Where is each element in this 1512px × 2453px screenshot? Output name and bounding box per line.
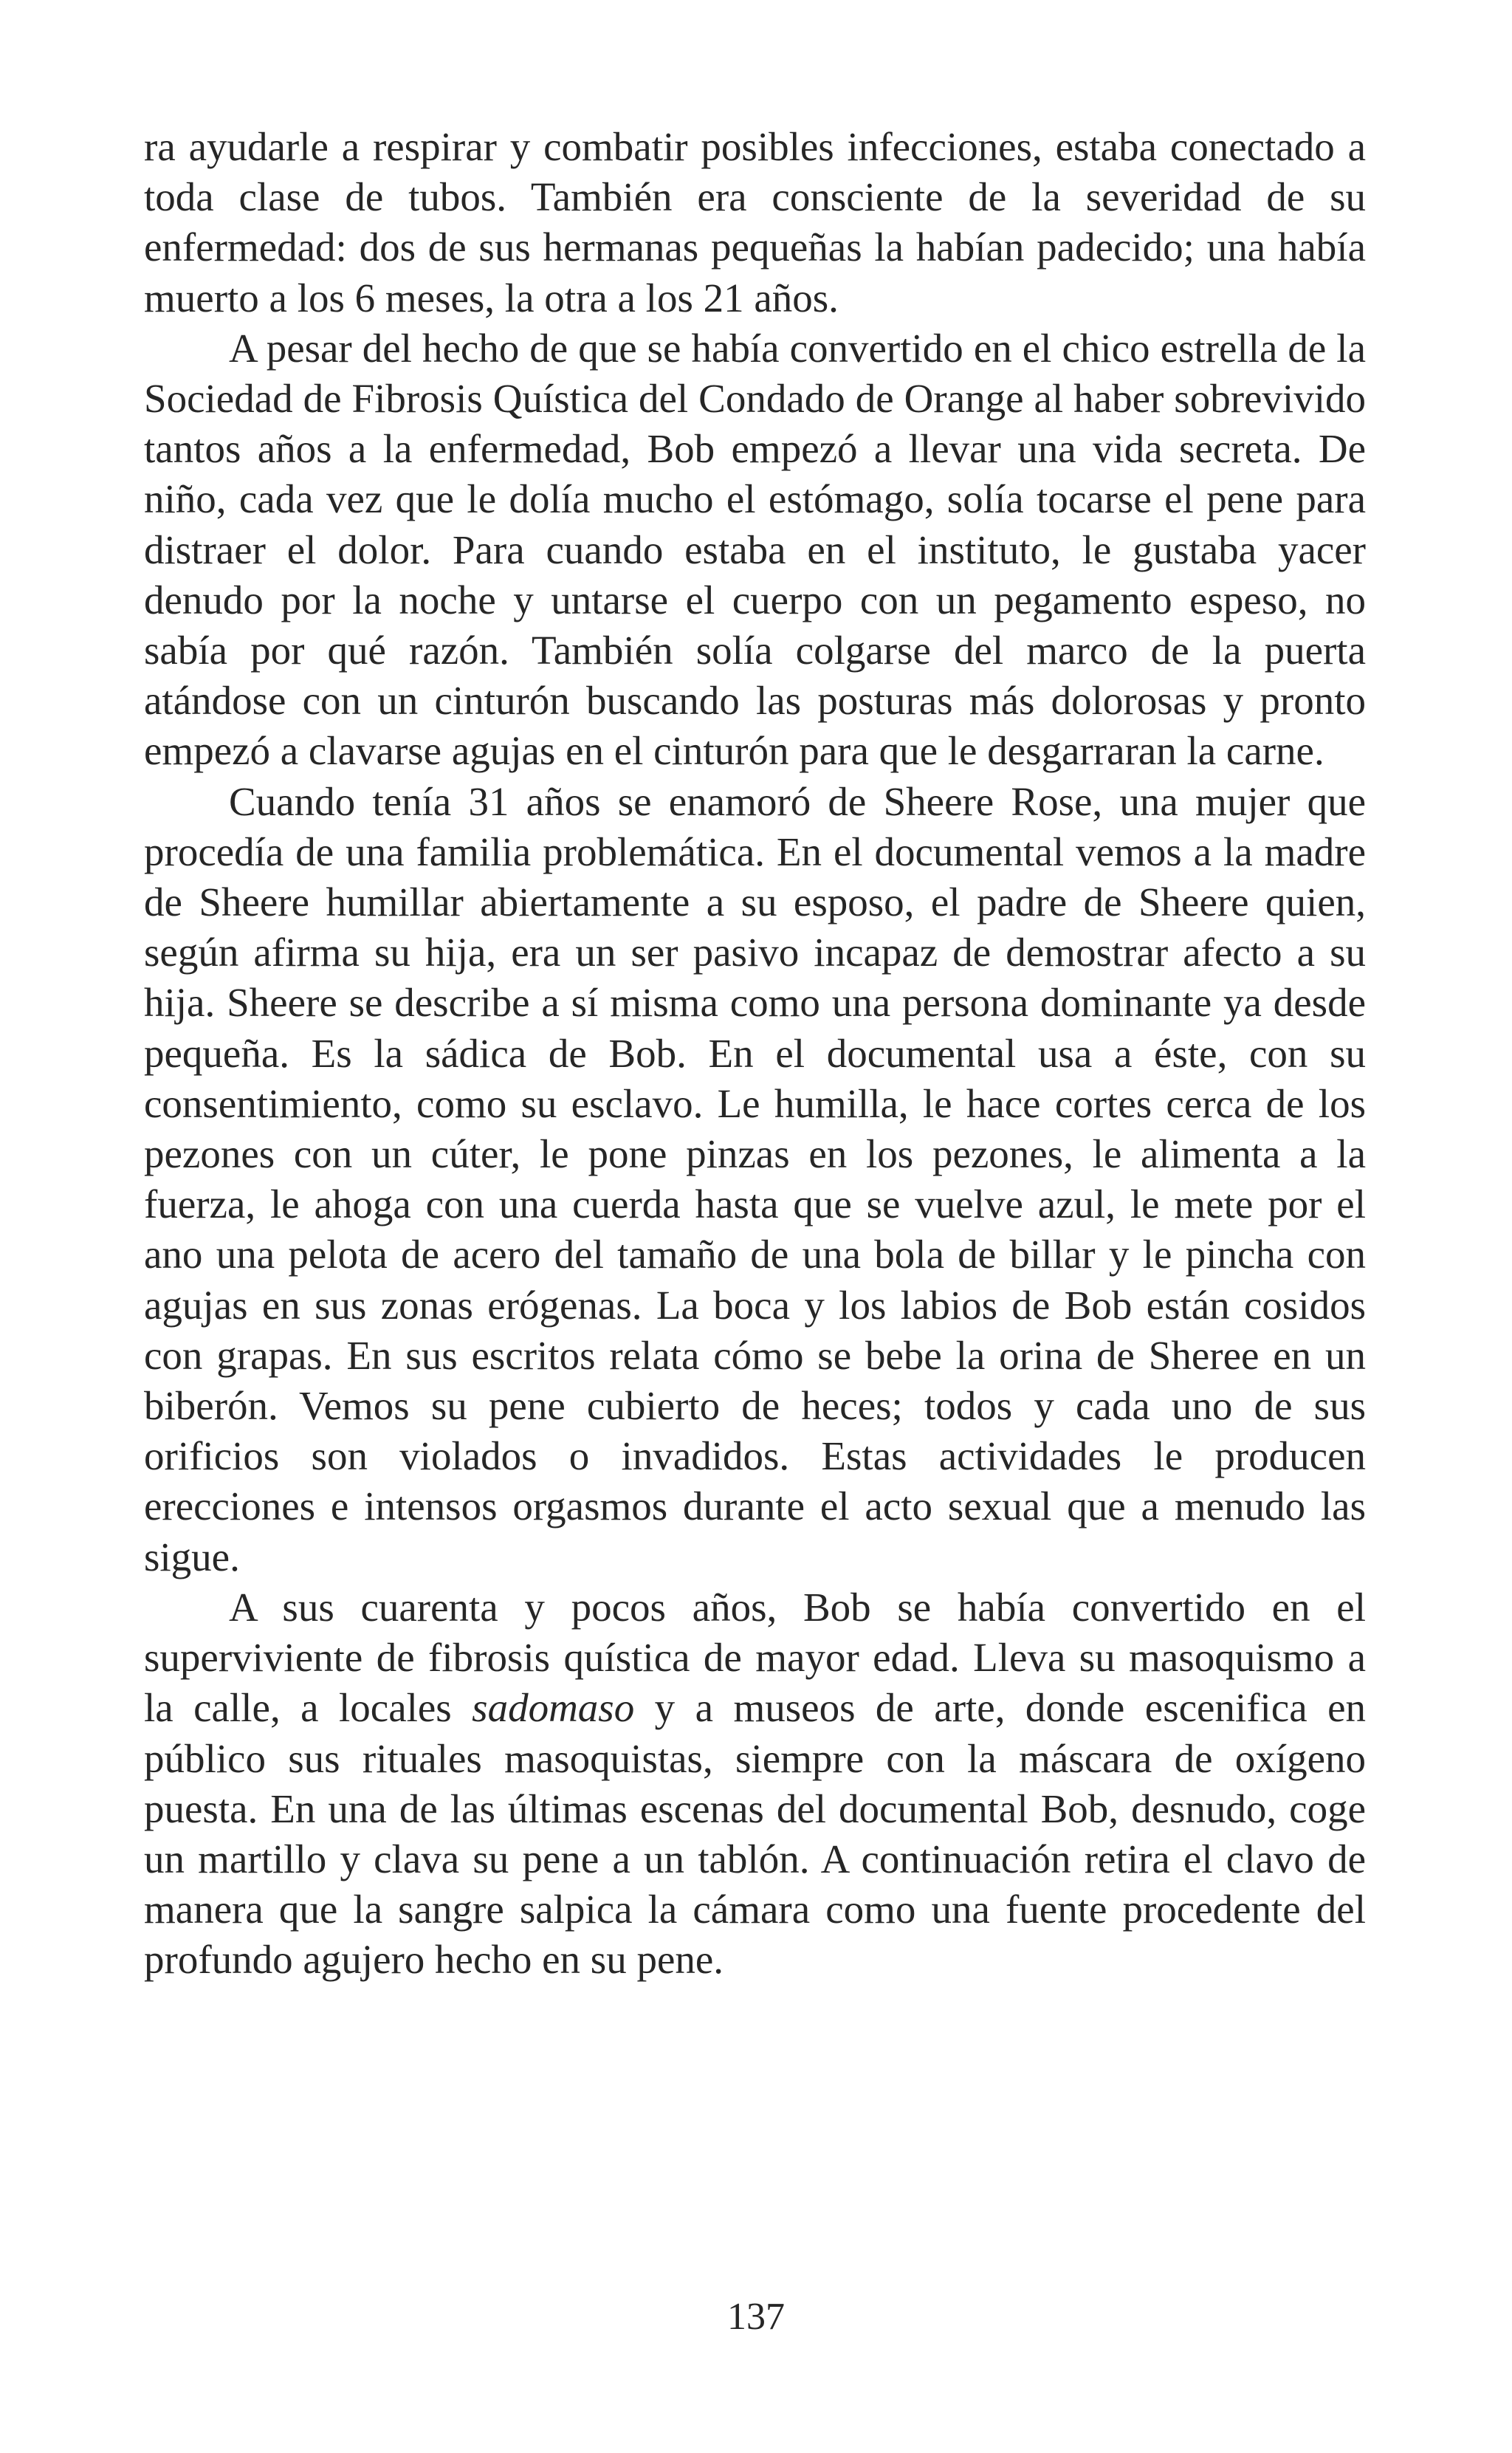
paragraph-3: Cuando tenía 31 años se enamoró de Sheere Rose, una mujer que procedía de una familia problemática. En el documental vemos a la madre de Sheere humillar abiertamente a su esposo, el padre de Sheere quien, según afirma su hija, era un ser pasivo incapaz de demostrar afecto a su hija. Sheere se describe a sí misma como una persona dominante ya desde pequeña. Es la sádica de Bob. En el documental usa a éste, con su consentimiento, como su esclavo. Le humilla, le hace cortes cerca de los pezones con un cúter, le pone pinzas en los pezones, le alimenta a la fuerza, le ahoga con una cuerda hasta que se vuelve azul, le mete por el ano una pelota de acero del tamaño de una bola de billar y le pincha con agujas en sus zonas erógenas. La boca y los labios de Bob están cosidos con grapas. En sus escritos relata cómo se bebe la orina de Sheree en un biberón. Vemos su pene cubierto de heces; todos y cada uno de sus orificios son violados o invadidos. Estas actividades le producen erecciones e intensos orgasmos durante el acto sexual que a menudo las sigue. (144, 778, 1366, 1579)
paragraph-4-text-before: A sus cuarenta y pocos años, Bob se había convertido en el superviviente de fibrosis quística de mayor edad. Lleva su masoquismo a la calle, a locales (144, 1584, 1366, 1731)
paragraph-4-italic-term: sadomaso (472, 1685, 635, 1731)
paragraph-1: ra ayudarle a respirar y combatir posibles infecciones, estaba conectado a toda clase de tubos. También era consciente de la severidad de su enfermedad: dos de sus hermanas pequeñas la habían padecido; una había muerto a los 6 meses, la otra a los 21 años. (144, 124, 1366, 320)
paragraph-4-text-after: y a museos de arte, donde escenifica en público sus rituales masoquistas, siempre con la máscara de oxígeno puesta. En una de las últimas escenas del documental Bob, desnudo, coge un martillo y clava su pene a un tablón. A continuación retira el clavo de manera que la sangre salpica la cámara como una fuente procedente del profundo agujero hecho en su pene. (144, 1685, 1366, 1983)
paragraph-4 (144, 1582, 1366, 1986)
body-text (144, 122, 1366, 1986)
page-number: 137 (727, 2296, 785, 2338)
paragraph-2: A pesar del hecho de que se había convertido en el chico estrella de la Sociedad de Fibrosis Quística del Condado de Orange al haber sobrevivido tantos años a la enfermedad, Bob empezó a llevar una vida secreta. De niño, cada vez que le dolía mucho el estómago, solía tocarse el pene para distraer el dolor. Para cuando estaba en el instituto, le gustaba yacer denudo por la noche y untarse el cuerpo con un pegamento espeso, no sabía por qué razón. También solía colgarse del marco de la puerta atándose con un cinturón buscando las posturas más dolorosas y pronto empezó a clavarse agujas en el cinturón para que le desgarraran la carne. (144, 325, 1366, 774)
